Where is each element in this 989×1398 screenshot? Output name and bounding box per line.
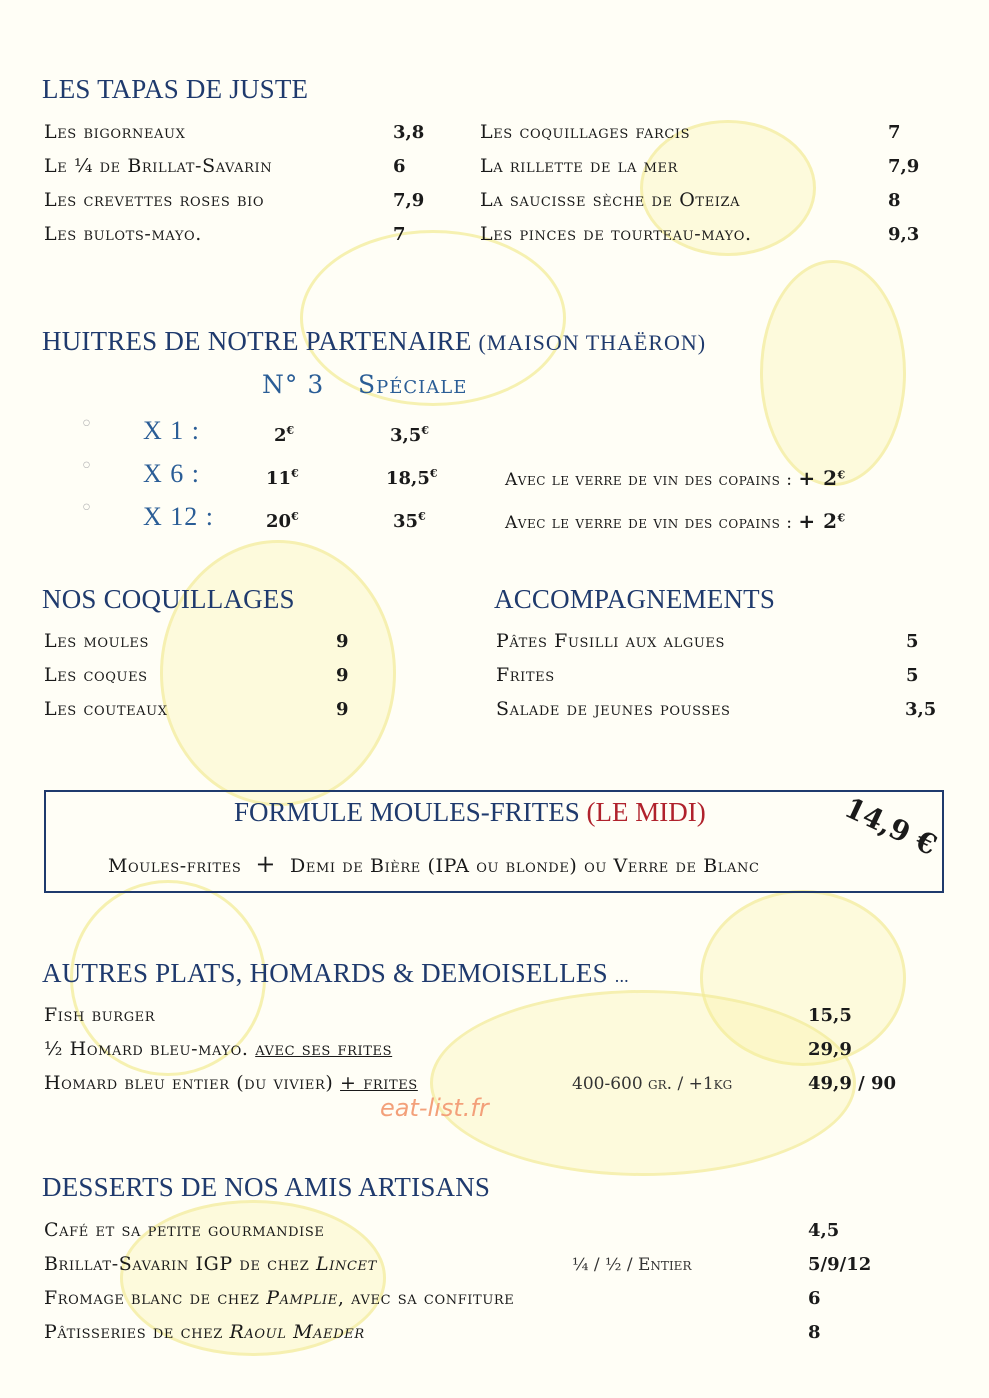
oyster-icon: ◦ [80,454,93,479]
watermark: eat-list.fr [380,1094,489,1122]
dessert-price: 6 [808,1288,821,1309]
tapas-price: 7,9 [393,190,425,211]
autres-price: 29,9 [808,1039,852,1060]
dessert-item: Fromage blanc de chez Pamplie, avec sa confiture [44,1287,515,1309]
tapas-item: La saucisse sèche de Oteiza [480,189,741,211]
tapas-title: LES TAPAS DE JUSTE [42,74,309,104]
accompagnement-item: Frites [496,664,555,686]
formula-title: FORMULE MOULES-FRITES (LE MIDI) [234,797,706,827]
dessert-price: 8 [808,1322,821,1343]
tapas-item: Le ¼ de Brillat-Savarin [44,155,273,177]
dessert-price: 4,5 [808,1220,840,1241]
oysters-wine-offer: Avec le verre de vin des copains : + 2€ [505,509,846,533]
oysters-title [42,326,706,357]
autres-price: 15,5 [808,1005,852,1026]
formula-description: Moules-frites + Demi de Bière (IPA ou blonde) ou Verre de Blanc [108,850,760,878]
oysters-col-n3: N° 3 [262,370,325,399]
formula-price: 14,9 € [839,790,942,863]
accompagnement-price: 5 [906,665,919,686]
accompagnement-item: Pâtes Fusilli aux algues [496,630,725,652]
coquillage-item: Les coques [44,664,148,686]
tapas-price: 9,3 [888,224,920,245]
formula-box [44,790,944,893]
autres-price: 49,9 / 90 [808,1073,896,1094]
oysters-qty: X 6 : [143,459,200,488]
oysters-price-speciale: 18,5€ [386,467,438,489]
oysters-qty: X 1 : [143,416,200,445]
tapas-price: 7 [393,224,406,245]
oysters-title-main: HUITRES DE NOTRE PARTENAIRE [42,326,472,356]
tapas-item: La rillette de la mer [480,155,679,177]
oysters-col-speciale: Spéciale [358,370,468,399]
autres-title: AUTRES PLATS, HOMARDS & DEMOISELLES ... [42,958,629,988]
tapas-item: Les bulots-mayo. [44,223,202,245]
tapas-price: 7,9 [888,156,920,177]
accompagnement-price: 3,5 [905,699,937,720]
dessert-item: Pâtisseries de chez Raoul Maeder [44,1321,365,1343]
coquillage-price: 9 [336,631,349,652]
tapas-item: Les pinces de tourteau-mayo. [480,223,752,245]
coquillage-price: 9 [336,665,349,686]
oysters-price-n3: 20€ [266,510,299,532]
desserts-title: DESSERTS DE NOS AMIS ARTISANS [42,1172,491,1202]
tapas-price: 7 [888,122,901,143]
dessert-item: Café et sa petite gourmandise [44,1219,325,1241]
oysters-qty: X 12 : [143,502,214,531]
tapas-price: 8 [888,190,901,211]
formula-midi: (LE MIDI) [586,797,706,827]
tapas-price: 6 [393,156,406,177]
dessert-item: Brillat-Savarin IGP de chez Lincet [44,1253,377,1275]
accompagnement-item: Salade de jeunes pousses [496,698,731,720]
oyster-icon: ◦ [80,496,93,521]
coquillages-title: NOS COQUILLAGES [42,584,295,614]
dessert-price: 5/9/12 [808,1254,872,1275]
oysters-price-speciale: 3,5€ [390,424,429,446]
tapas-item: Les bigorneaux [44,121,186,143]
coquillage-price: 9 [336,699,349,720]
oyster-icon: ◦ [80,412,93,437]
coquillage-item: Les moules [44,630,150,652]
oysters-subtitle: (MAISON THAËRON) [478,330,707,355]
accompagnement-price: 5 [906,631,919,652]
autres-item: ½ Homard bleu-mayo. avec ses frites [44,1038,393,1060]
tapas-item: Les crevettes roses bio [44,189,265,211]
tapas-price: 3,8 [393,122,425,143]
coquillage-item: Les couteaux [44,698,168,720]
dessert-size-note: ¼ / ½ / Entier [572,1255,692,1275]
oysters-price-speciale: 35€ [393,510,426,532]
accompagnements-title: ACCOMPAGNEMENTS [494,584,776,614]
autres-item: Homard bleu entier (du vivier) + frites [44,1072,418,1094]
mussel-illustration [160,540,396,806]
autres-weight-note: 400-600 gr. / +1kg [572,1074,733,1094]
oyster-illustration [760,260,906,486]
oysters-price-n3: 11€ [266,467,299,489]
oysters-wine-offer: Avec le verre de vin des copains : + 2€ [505,466,846,490]
autres-item: Fish burger [44,1004,156,1026]
tapas-item: Les coquillages farcis [480,121,691,143]
oysters-price-n3: 2€ [274,424,295,446]
